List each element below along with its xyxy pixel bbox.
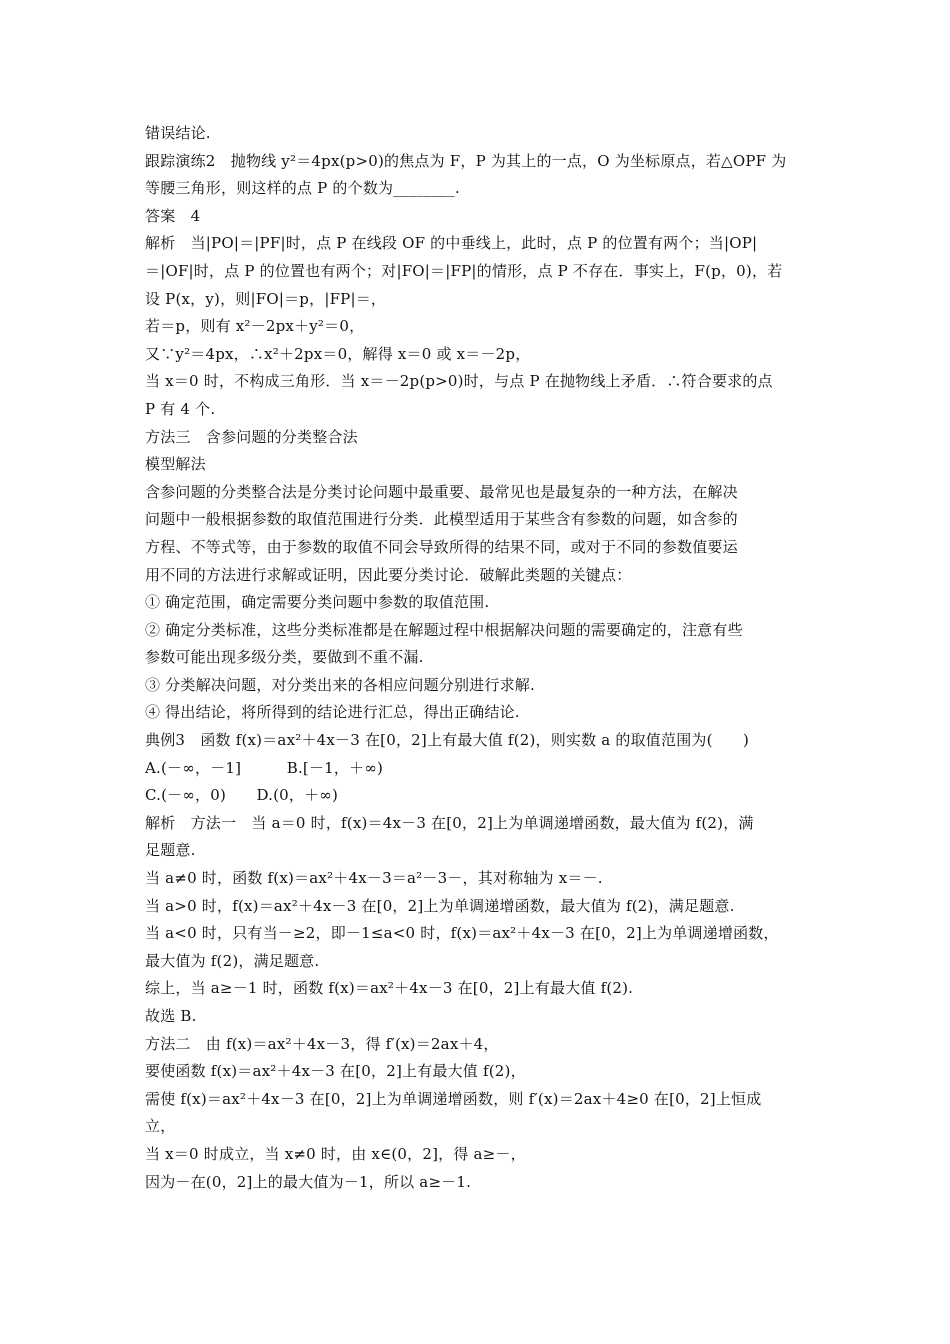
text-line: 用不同的方法进行求解或证明，因此要分类讨论．破解此类题的关键点： xyxy=(145,565,632,584)
text-line: 故选 B. xyxy=(145,1007,197,1025)
subheading: 模型解法 xyxy=(145,455,206,474)
text-line: 错误结论. xyxy=(145,124,211,142)
text-line: 解析 方法一 当 a＝0 时，f(x)＝4x－3 在[0，2]上为单调递增函数，最大值为 f(2)，满 xyxy=(145,813,754,832)
list-item: ② 确定分类标准，这些分类标准都是在解题过程中根据解决问题的需要确定的，注意有些 xyxy=(145,620,743,639)
text-line: 方法二 由 f(x)＝ax²＋4x－3，得 f′(x)＝2ax＋4， xyxy=(145,1034,499,1053)
text-line: 因为－在(0，2]上的最大值为－1，所以 a≥－1. xyxy=(145,1172,472,1191)
text-line: ＝|OF|时，点 P 的位置也有两个；对|FO|＝|FP|的情形，点 P 不存在．事实上，F(p，0)，若 xyxy=(145,261,783,280)
text-line: 含参问题的分类整合法是分类讨论问题中最重要、最常见也是最复杂的一种方法，在解决 xyxy=(145,482,738,501)
text-line: 参数可能出现多级分类，要做到不重不漏. xyxy=(145,648,424,667)
example-question: 典例3 函数 f(x)＝ax²＋4x－3 在[0，2]上有最大值 f(2)，则实数 a 的取值范围为( ) xyxy=(145,731,750,750)
text-line: 要使函数 f(x)＝ax²＋4x－3 在[0，2]上有最大值 f(2)， xyxy=(145,1062,526,1081)
text-line: 问题中一般根据参数的取值范围进行分类．此模型适用于某些含有参数的问题，如含参的 xyxy=(145,510,738,529)
text-line: 当 a<0 时，只有当－≥2，即－1≤a<0 时，f(x)＝ax²＋4x－3 在[0，2]上为单调递增函数， xyxy=(145,924,779,943)
text-line: 最大值为 f(2)，满足题意. xyxy=(145,951,320,970)
text-line: 设 P(x，y)，则|FO|＝p，|FP|＝， xyxy=(145,289,387,308)
text-line: 又∵y²＝4px，∴x²＋2px＝0，解得 x＝0 或 x＝－2p， xyxy=(145,344,531,363)
text-line: P 有 4 个. xyxy=(145,399,216,418)
text-line: 当 a≠0 时，函数 f(x)＝ax²＋4x－3＝a²－3－，其对称轴为 x＝－. xyxy=(145,869,603,888)
text-line: 综上，当 a≥－1 时，函数 f(x)＝ax²＋4x－3 在[0，2]上有最大值 f(2). xyxy=(145,979,634,998)
text-line: 当 x＝0 时，不构成三角形．当 x＝－2p(p>0)时，与点 P 在抛物线上矛盾．∴符合要求的点 xyxy=(145,372,773,391)
text-line: 方程、不等式等，由于参数的取值不同会导致所得的结果不同，或对于不同的参数值要运 xyxy=(145,537,738,556)
text-line: 跟踪演练2 抛物线 y²＝4px(p>0)的焦点为 F，P 为其上的一点，O 为坐标原点，若△OPF 为 xyxy=(145,151,787,170)
text-line: 需使 f(x)＝ax²＋4x－3 在[0，2]上为单调递增函数，则 f′(x)＝2ax＋4≥0 在[0，2]上恒成 xyxy=(145,1089,762,1108)
answer-options: C.(－∞，0) D.(0，＋∞) xyxy=(145,786,339,805)
text-line: 立， xyxy=(145,1117,176,1136)
text-line: 解析 当|PO|＝|PF|时，点 P 在线段 OF 的中垂线上，此时，点 P 的位置有两个；当|OP| xyxy=(145,234,758,253)
text-line: 若＝p，则有 x²－2px＋y²＝0， xyxy=(145,317,365,336)
list-item: ③ 分类解决问题，对分类出来的各相应问题分别进行求解. xyxy=(145,675,535,694)
list-item: ① 确定范围，确定需要分类问题中参数的取值范围. xyxy=(145,593,490,612)
answer-options: A.(－∞，－1] B.[－1，＋∞) xyxy=(145,758,384,777)
text-line: 答案 4 xyxy=(145,206,201,225)
list-item: ④ 得出结论，将所得到的结论进行汇总，得出正确结论. xyxy=(145,703,520,722)
section-heading: 方法三 含参问题的分类整合法 xyxy=(145,427,358,446)
text-line: 当 a>0 时，f(x)＝ax²＋4x－3 在[0，2]上为单调递增函数，最大值为 f(2)，满足题意. xyxy=(145,896,735,915)
text-line: 当 x＝0 时成立，当 x≠0 时，由 x∈(0，2]，得 a≥－， xyxy=(145,1144,526,1163)
document-body xyxy=(145,120,810,1196)
text-line: 足题意. xyxy=(145,841,196,860)
text-line: 等腰三角形，则这样的点 P 的个数为________. xyxy=(145,179,460,198)
